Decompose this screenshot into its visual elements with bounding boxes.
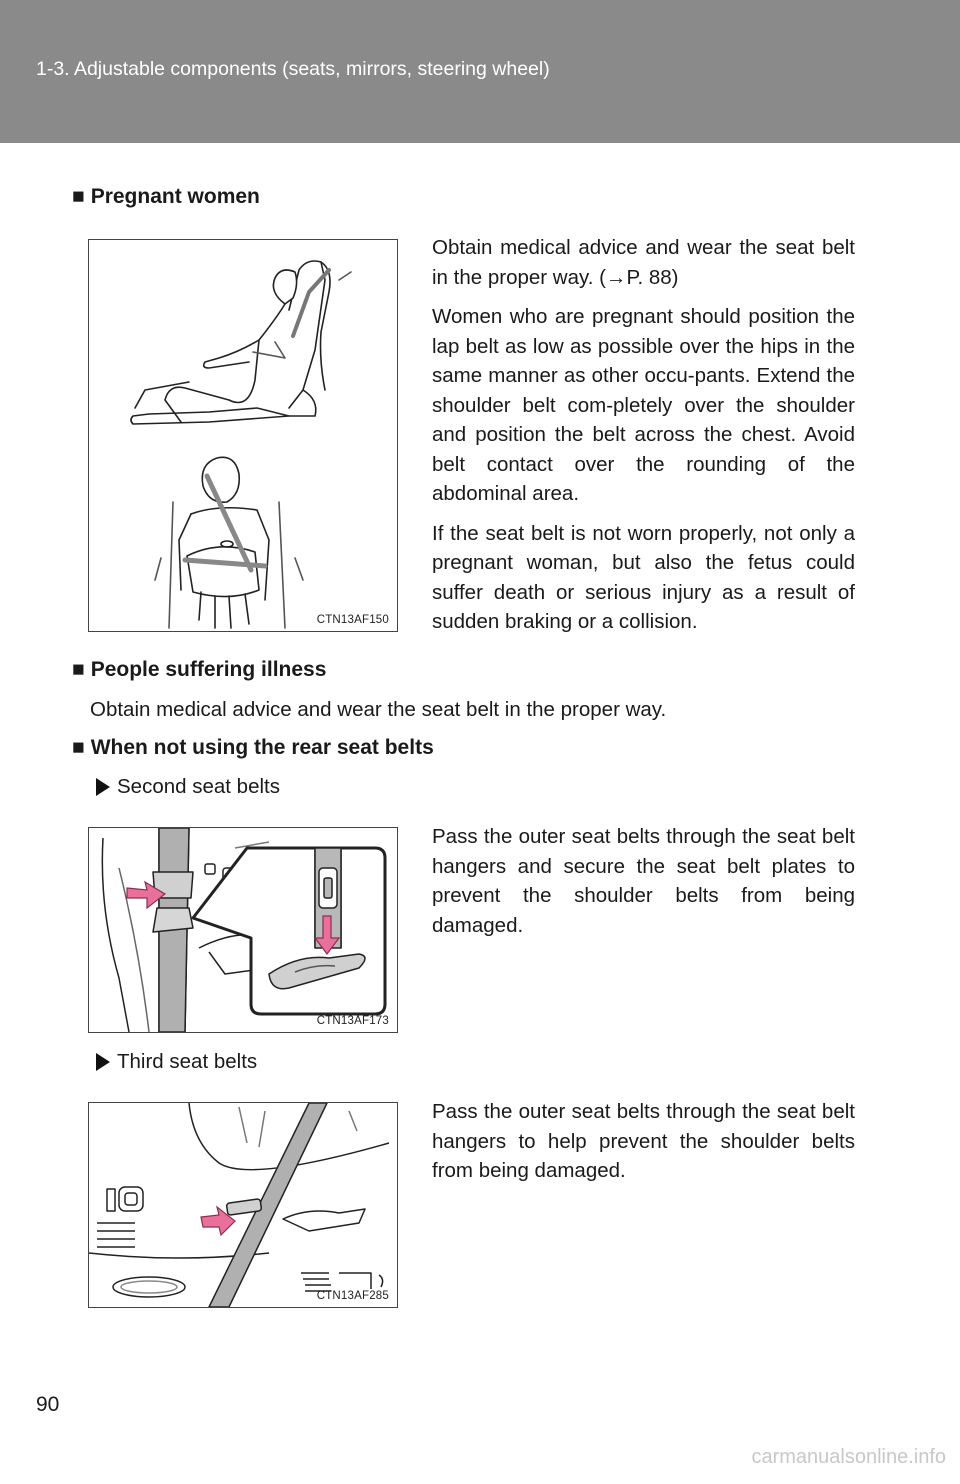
watermark: carmanualsonline.info [751, 1446, 946, 1468]
second-seat-belt-illustration [89, 828, 397, 1032]
page-number: 90 [36, 1393, 60, 1416]
sub-item-third-seat-belts: Third seat belts [96, 1050, 257, 1074]
triangle-arrow-icon [96, 1053, 110, 1071]
pregnant-women-text [432, 233, 855, 647]
page-header [0, 0, 960, 143]
sub-item-second-seat-belts: Second seat belts [96, 775, 280, 799]
triangle-arrow-icon [96, 778, 110, 796]
paragraph: Women who are pregnant should position the lap belt as low as possible over the hips in the same manner as other occu-pants. Extend the shoulder belt com-pletely over the shoulder and position the belt across the chest. Avoid belt contact over the rounding of the abdominal area. [432, 305, 855, 505]
figure-code: CTN13AF150 [316, 614, 389, 626]
figure-second-seat-belts [88, 827, 398, 1033]
figure-pregnant-woman-seatbelt [88, 239, 398, 632]
paragraph: Pass the outer seat belts through the seat belt hangers and secure the seat belt plates to prevent the shoulder belts from being damaged. [432, 825, 855, 937]
second-seat-belts-text [432, 822, 855, 950]
figure-third-seat-belts [88, 1102, 398, 1308]
figure-code: CTN13AF285 [316, 1290, 389, 1302]
paragraph: Pass the outer seat belts through the seat belt hangers to help prevent the shoulder belts from being damaged. [432, 1100, 855, 1182]
pregnant-woman-illustration [89, 240, 397, 631]
section-heading-pregnant-women: ■ Pregnant women [72, 185, 260, 208]
bullet-square-icon: ■ [72, 736, 85, 759]
figure-code: CTN13AF173 [316, 1015, 389, 1027]
section-heading-rear-seat-belts: ■ When not using the rear seat belts [72, 736, 434, 759]
third-seat-belt-illustration [89, 1103, 397, 1307]
section-heading-people-suffering-illness: ■ People suffering illness [72, 658, 327, 681]
chapter-title: 1-3. Adjustable components (seats, mirrors, steering wheel) [36, 58, 550, 80]
paragraph: Obtain medical advice and wear the seat belt in the proper way. (→P. 88) [432, 236, 855, 289]
paragraph: If the seat belt is not worn properly, not only a pregnant woman, but also the fetus could suffer death or serious injury as a result of sudden braking or a collision. [432, 521, 855, 633]
illness-text: Obtain medical advice and wear the seat belt in the proper way. [90, 698, 667, 721]
bullet-square-icon: ■ [72, 185, 85, 208]
third-seat-belts-text [432, 1097, 855, 1196]
bullet-square-icon: ■ [72, 658, 85, 681]
